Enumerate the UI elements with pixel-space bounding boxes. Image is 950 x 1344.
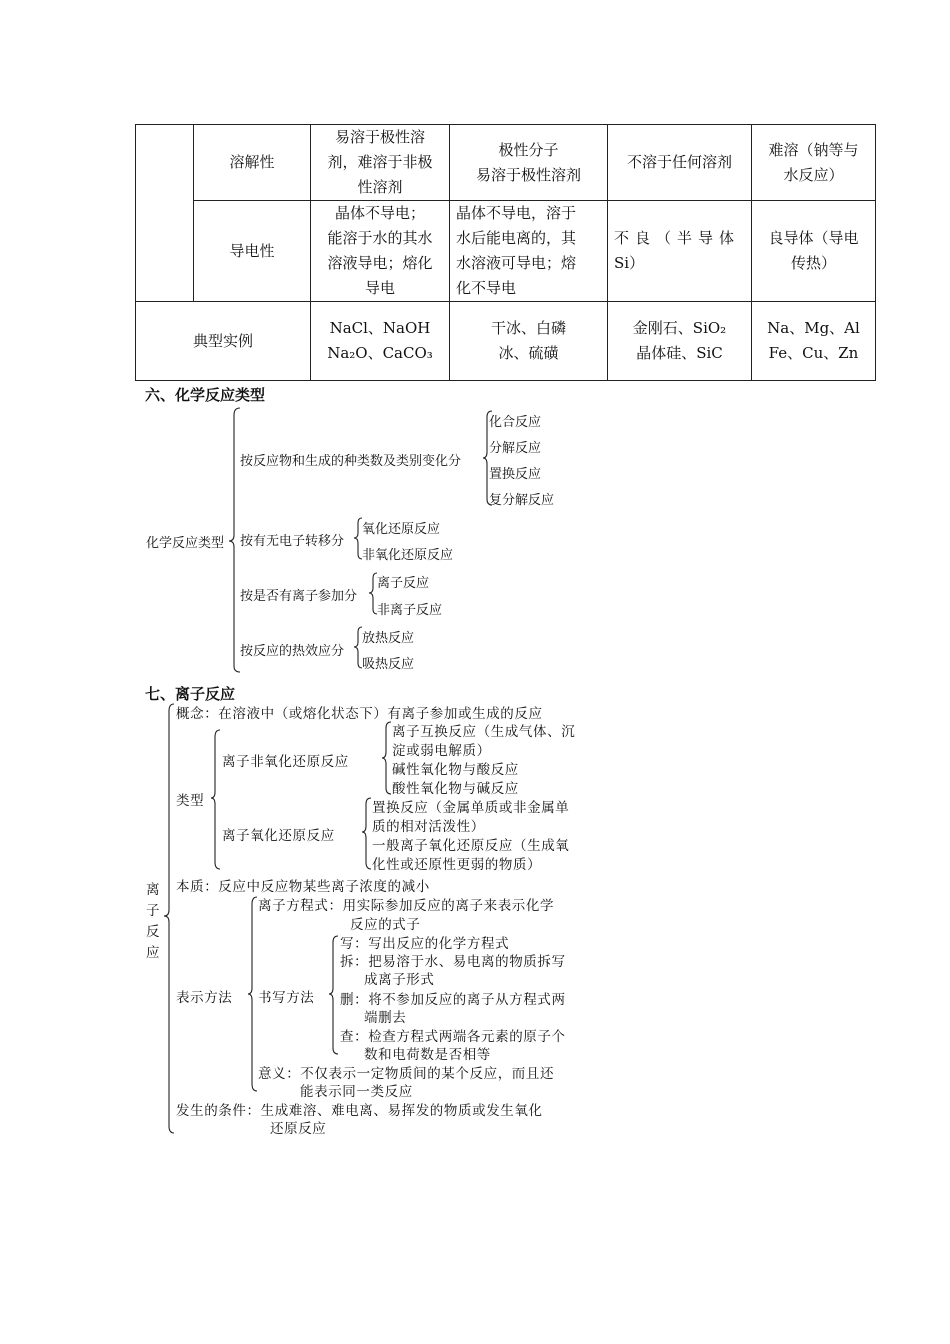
list-item: 碱性氧化物与酸反应 — [392, 762, 519, 778]
essence-text: 本质：反应中反应物某些离子浓度的减小 — [176, 879, 430, 895]
brace-types — [211, 730, 220, 869]
conditions-line: 发生的条件：生成难溶、难电离、易挥发的物质或发生氧化 — [176, 1103, 543, 1119]
list-item: 分解反应 — [489, 441, 542, 456]
cell-line: 极性分子 — [498, 140, 559, 159]
cell-line: 晶体硅、SiC — [636, 344, 723, 362]
group-label-2: 按有无电子转移分 — [240, 534, 345, 549]
brace-root-6 — [229, 408, 240, 672]
list-item: 数和电荷数是否相等 — [364, 1047, 491, 1063]
list-item: 查：检查方程式两端各元素的原子个 — [340, 1029, 566, 1045]
list-item: 氧化还原反应 — [362, 522, 441, 537]
brace-group-3 — [369, 573, 377, 614]
cell-line: 化不导电 — [456, 279, 517, 297]
solubility-atomic: 不溶于任何溶剂 — [608, 125, 752, 201]
cell-line: 冰、硫磺 — [498, 344, 559, 362]
list-item: 酸性氧化物与碱反应 — [392, 781, 519, 797]
cell-line: Si） — [614, 254, 645, 272]
cell-line: 金刚石、SiO₂ — [632, 319, 727, 337]
group-label-4: 按反应的热效应分 — [240, 644, 345, 659]
cell-line: 良导体（导电 — [768, 229, 859, 247]
list-item: 删：将不参加反应的离子从方程式两 — [340, 992, 566, 1008]
meaning-line: 意义：不仅表示一定物质间的某个反应，而且还 — [258, 1066, 555, 1082]
cell-line: 导电 — [364, 279, 395, 297]
list-item: 离子互换反应（生成气体、沉 — [392, 724, 576, 740]
list-item: 放热反应 — [362, 631, 415, 646]
redox-label: 离子氧化还原反应 — [222, 828, 335, 844]
root-label-6: 化学反应类型 — [146, 536, 225, 551]
list-item: 置换反应（金属单质或非金属单 — [372, 800, 570, 816]
root-char: 离 — [146, 882, 161, 898]
list-item: 成离子形式 — [364, 972, 435, 988]
cell-line: 晶体不导电，溶于 — [456, 204, 577, 222]
cell-line: 水溶液可导电；熔 — [456, 254, 577, 272]
cell-line: 易溶于极性溶 — [334, 128, 425, 146]
list-item: 淀或弱电解质） — [392, 743, 491, 759]
root-label-7 — [146, 880, 162, 964]
list-item: 离子反应 — [377, 576, 430, 591]
list-item: 吸热反应 — [362, 657, 415, 672]
cell-line: 易溶于极性溶剂 — [475, 165, 581, 184]
group-label-1: 按反应物和生成的种类数及类别变化分 — [240, 454, 462, 469]
cell-line: 水反应） — [783, 165, 844, 184]
meaning-line: 能表示同一类反应 — [300, 1084, 413, 1100]
list-item: 非氧化还原反应 — [362, 548, 454, 563]
section-6-title: 六、化学反应类型 — [145, 386, 266, 404]
list-item: 复分解反应 — [489, 493, 555, 508]
brace-root-7 — [164, 704, 174, 1133]
concept-text: 概念：在溶液中（或熔化状态下）有离子参加或生成的反应 — [176, 706, 543, 722]
row-label-conductivity: 导电性 — [194, 201, 311, 302]
cell-line: 水后能电离的，其 — [456, 229, 577, 247]
cell-line: 性溶剂 — [357, 178, 403, 196]
cell-line: 晶体不导电； — [334, 204, 425, 222]
list-item: 非离子反应 — [377, 603, 443, 618]
list-item: 拆：把易溶于水、易电离的物质拆写 — [340, 954, 566, 970]
brace-group-2 — [354, 518, 362, 559]
section-7-title: 七、离子反应 — [145, 685, 236, 703]
brace-writing — [329, 936, 338, 1054]
brace-non-redox — [382, 722, 391, 794]
cell-line: NaCl、NaOH — [329, 319, 431, 337]
cell-line: 难溶（钠等与 — [768, 140, 859, 159]
root-char: 应 — [146, 945, 161, 961]
list-item: 置换反应 — [489, 467, 542, 482]
cell-line: 能溶于水的其水 — [327, 229, 433, 247]
types-label: 类型 — [176, 793, 205, 809]
cell-line: Na₂O、CaCO₃ — [327, 344, 433, 362]
cell-line: Na、Mg、Al — [767, 319, 860, 337]
brace-expression — [248, 897, 257, 1091]
writing-label: 书写方法 — [258, 990, 315, 1006]
cell-line: 不良（半导体 — [614, 229, 741, 247]
expression-label: 表示方法 — [176, 990, 233, 1006]
cell-line: Fe、Cu、Zn — [768, 344, 859, 362]
brace-redox — [362, 798, 371, 869]
equation-def-line: 离子方程式：用实际参加反应的离子来表示化学 — [258, 898, 555, 914]
cell-line: 传热） — [790, 254, 836, 272]
list-item: 化合反应 — [489, 415, 542, 430]
list-item: 一般离子氧化还原反应（生成氧 — [372, 838, 570, 854]
cell-line: 干冰、白磷 — [490, 319, 566, 337]
row-label-examples: 典型实例 — [136, 302, 311, 381]
cell-line: 溶液导电；熔化 — [327, 254, 433, 272]
row-label-solubility: 溶解性 — [194, 125, 311, 201]
list-item: 质的相对活泼性） — [372, 819, 485, 835]
root-char: 子 — [146, 903, 161, 919]
group-label-3: 按是否有离子参加分 — [240, 589, 358, 604]
list-item: 写：写出反应的化学方程式 — [340, 936, 510, 952]
equation-def-line: 反应的式子 — [350, 917, 421, 933]
conditions-line: 还原反应 — [270, 1121, 327, 1137]
cell-line: 剂，难溶于非极 — [327, 153, 433, 171]
brace-group-4 — [354, 627, 362, 668]
list-item: 端删去 — [364, 1010, 407, 1026]
root-char: 反 — [146, 924, 161, 940]
list-item: 化性或还原性更弱的物质） — [372, 857, 542, 873]
non-redox-label: 离子非氧化还原反应 — [222, 754, 349, 770]
